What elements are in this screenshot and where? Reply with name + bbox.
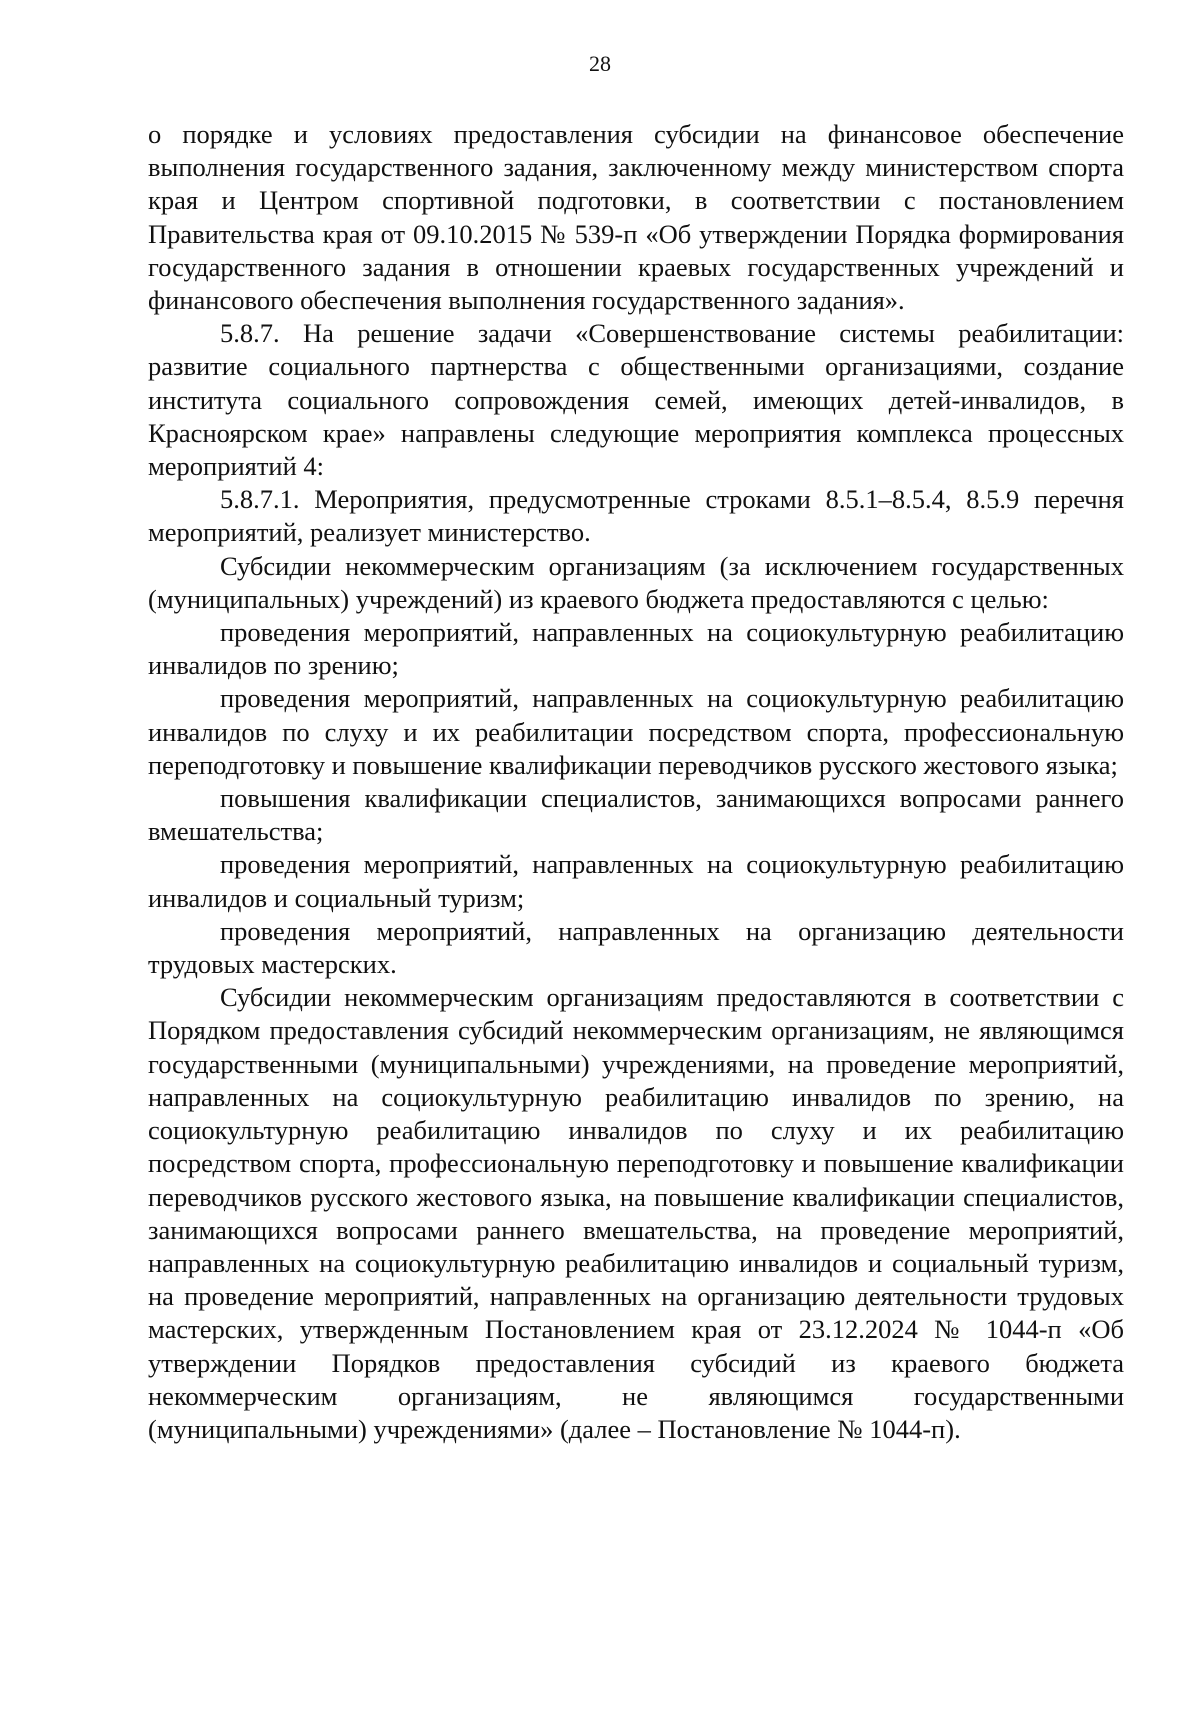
paragraph-subsidies-purpose: Субсидии некоммерческим организациям (за исключением государственных (муниципальных) учреждений) из краевого бюджета предоставляются с целью: (148, 550, 1124, 614)
list-item-social-tourism: проведения мероприятий, направленных на социокультурную реабилитацию инвалидов и социальный туризм; (148, 849, 1124, 913)
page-number: 28 (589, 51, 611, 76)
paragraph-5-8-7-1: 5.8.7.1. Мероприятия, предусмотренные строками 8.5.1–8.5.4, 8.5.9 перечня мероприятий, реализует министерство. (148, 484, 1124, 548)
list-item-labor-workshops: проведения мероприятий, направленных на организацию деятельности трудовых мастерских. (148, 915, 1124, 980)
paragraph-continuation: о порядке и условиях предоставления субсидии на финансовое обеспечение выполнения государственного задания, заключенному между министерством спорта края и Центром спортивной подготовки, в соответствии с постановлением Правительства края от 09.10.2015 № 539-п «Об утверждении Порядка формирования государственного задания в отношении краевых государственных учреждений и финансового обеспечения выполнения государственного задания». (148, 119, 1124, 316)
list-item-vision-rehabilitation: проведения мероприятий, направленных на социокультурную реабилитацию инвалидов по зрению; (148, 617, 1124, 681)
list-item-specialist-training: повышения квалификации специалистов, занимающихся вопросами раннего вмешательства; (148, 783, 1124, 847)
paragraph-5-8-7: 5.8.7. На решение задачи «Совершенствование системы реабилитации: развитие социального партнерства с общественными организациями, создание института социального сопровождения семей, имеющих детей-инвалидов, в Красноярском крае» направлены следующие мероприятия комплекса процессных мероприятий 4: (148, 318, 1124, 482)
document-body (148, 118, 1124, 1446)
paragraph-subsidies-procedure: Субсидии некоммерческим организациям предоставляются в соответствии с Порядком предоставления субсидий некоммерческим организациям, не являющимся государственными (муниципальными) учреждениями, на проведение мероприятий, направленных на социокультурную реабилитацию инвалидов по зрению, на социокультурную реабилитацию инвалидов по слуху и их реабилитацию посредством спорта, профессиональную переподготовку и повышение квалификации переводчиков русского жестового языка, на повышение квалификации специалистов, занимающихся вопросами раннего вмешательства, на проведение мероприятий, направленных на социокультурную реабилитацию инвалидов и социальный туризм, на проведение мероприятий, направленных на организацию деятельности трудовых мастерских, утвержденным Постановлением края от 23.12.2024 № 1044-п «Об утверждении Порядков предоставления субсидий из краевого бюджета некоммерческим организациям, не являющимся государственными (муниципальными) учреждениями» (далее – Постановление № 1044-п). (148, 982, 1124, 1444)
list-item-hearing-rehabilitation: проведения мероприятий, направленных на социокультурную реабилитацию инвалидов по слуху и их реабилитации посредством спорта, профессиональную переподготовку и повышение квалификации переводчиков русского жестового языка; (148, 683, 1124, 780)
